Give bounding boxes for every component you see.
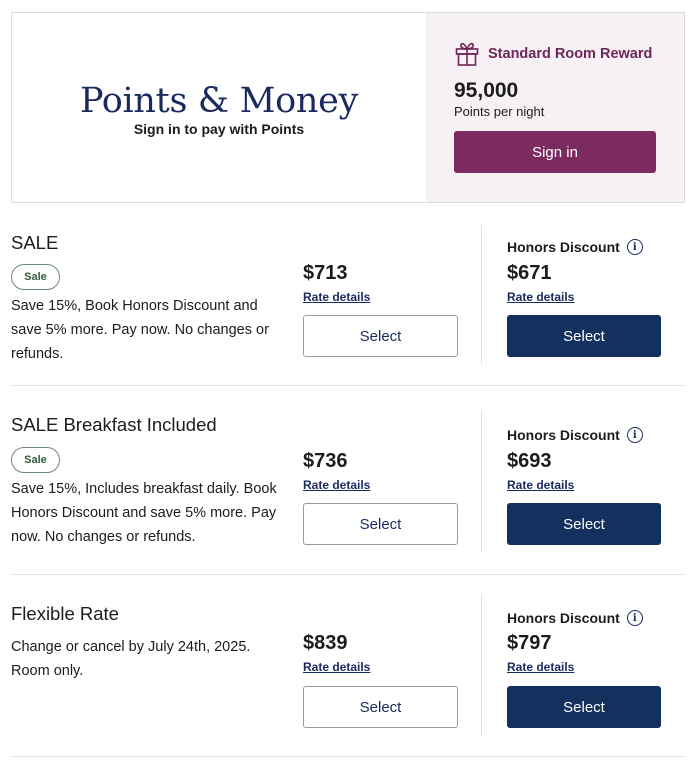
select-button[interactable]: Select [303, 686, 458, 728]
column-divider [481, 410, 482, 553]
column-divider [481, 225, 482, 365]
info-icon[interactable]: i [627, 610, 643, 626]
rate-description: Change or cancel by July 24th, 2025. Room only. [11, 639, 251, 679]
points-money-card [11, 12, 685, 203]
info-icon[interactable]: i [627, 239, 643, 255]
points-money-promo [12, 13, 426, 202]
honors-discount-text: Honors Discount [507, 427, 620, 443]
honors-discount-label [507, 427, 643, 443]
rate-description: Save 15%, Includes breakfast daily. Book Honors Discount and save 5% more. Pay now. No changes or refunds. [11, 481, 277, 545]
honors-discount-label [507, 239, 643, 255]
standard-room-reward-panel [426, 13, 684, 202]
reward-label: Standard Room Reward [488, 46, 653, 62]
row-divider [11, 385, 685, 386]
rate-name: SALE Breakfast Included [11, 414, 217, 435]
honors-select-button[interactable]: Select [507, 503, 661, 545]
row-divider [11, 574, 685, 575]
select-button[interactable]: Select [303, 315, 458, 357]
points-money-subtitle: Sign in to pay with Points [133, 120, 305, 137]
sale-badge: Sale [11, 447, 60, 473]
honors-price: $693 [507, 450, 552, 472]
rate-price: $713 [303, 262, 348, 284]
sign-in-button[interactable]: Sign in [454, 131, 656, 173]
honors-rate-details-link[interactable]: Rate details [507, 660, 575, 674]
rate-name: Flexible Rate [11, 603, 119, 624]
gift-icon [454, 41, 480, 67]
rate-details-link[interactable]: Rate details [303, 660, 371, 674]
points-money-title: Points & Money [79, 80, 359, 121]
points-per-night-label: Points per night [454, 104, 545, 119]
honors-discount-text: Honors Discount [507, 610, 620, 626]
rate-details-link[interactable]: Rate details [303, 290, 371, 304]
honors-discount-label [507, 610, 643, 626]
reward-header [454, 41, 656, 67]
rate-price: $736 [303, 450, 348, 472]
rate-details-link[interactable]: Rate details [303, 478, 371, 492]
points-value: 95,000 [454, 79, 519, 102]
select-button[interactable]: Select [303, 503, 458, 545]
honors-select-button[interactable]: Select [507, 315, 661, 357]
rate-description: Save 15%, Book Honors Discount and save 5% more. Pay now. No changes or refunds. [11, 298, 269, 362]
honors-price: $797 [507, 632, 552, 654]
row-divider [11, 756, 685, 757]
sale-badge: Sale [11, 264, 60, 290]
honors-price: $671 [507, 262, 552, 284]
rate-name: SALE [11, 232, 59, 253]
honors-rate-details-link[interactable]: Rate details [507, 290, 575, 304]
info-icon[interactable]: i [627, 427, 643, 443]
column-divider [481, 594, 482, 736]
honors-rate-details-link[interactable]: Rate details [507, 478, 575, 492]
honors-select-button[interactable]: Select [507, 686, 661, 728]
honors-discount-text: Honors Discount [507, 239, 620, 255]
rate-price: $839 [303, 632, 348, 654]
